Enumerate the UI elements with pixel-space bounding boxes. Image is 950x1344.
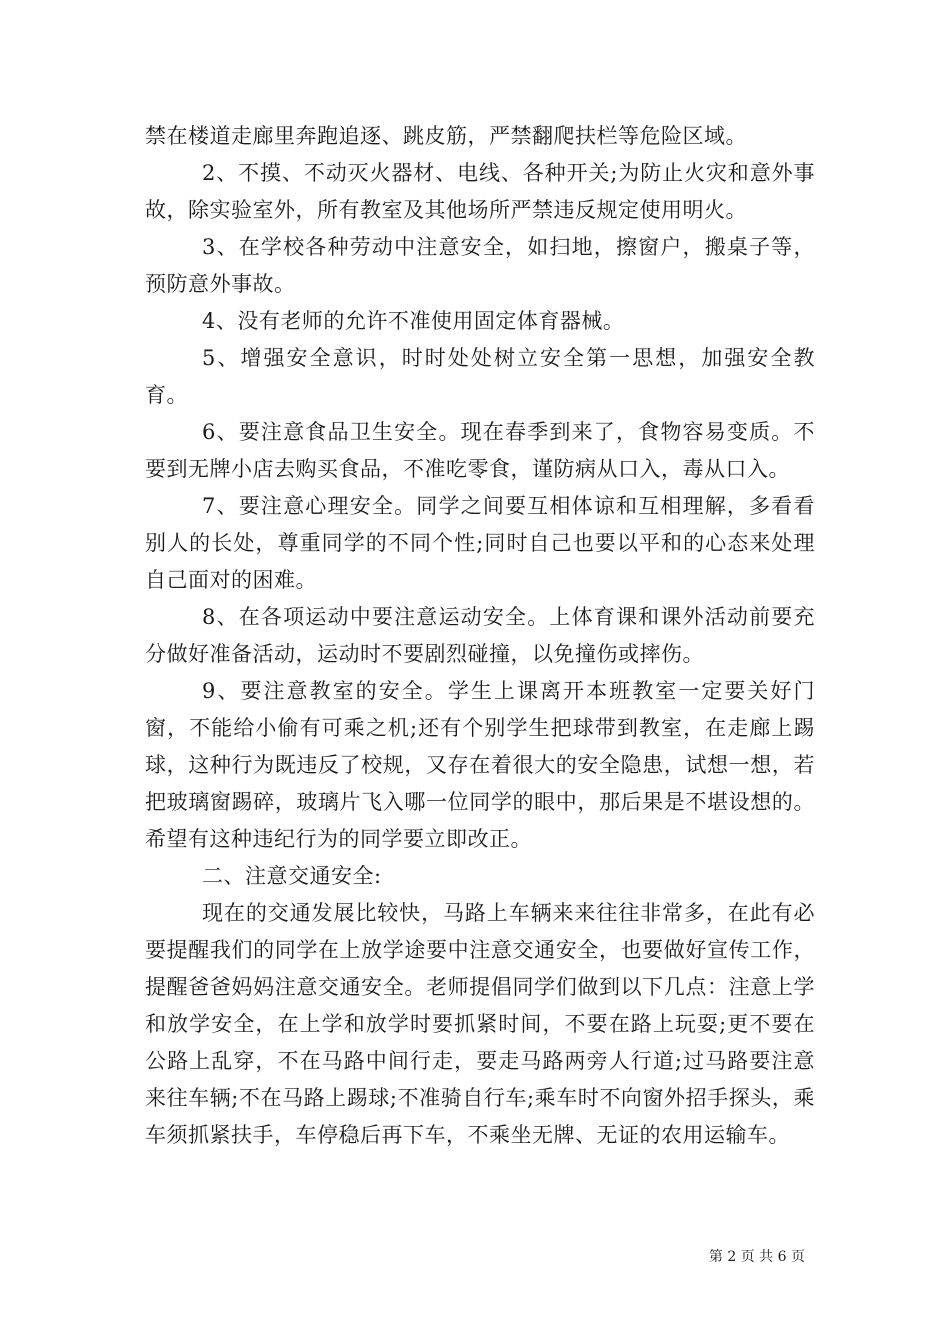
section-heading-traffic: 二、注意交通安全: bbox=[202, 864, 382, 888]
paragraph-1: 禁在楼道走廊里奔跑追逐、跳皮筋，严禁翻爬扶栏等危险区域。 bbox=[145, 124, 747, 148]
paragraph-11: 现在的交通发展比较快，马路上车辆来来往往非常多，在此有必要提醒我们的同学在上放学途要中注意交通安全，也要做好宣传工作，提醒爸爸妈妈注意交通安全。老师提倡同学们做到以下几点：注意上学和放学安全，在上学和放学时要抓紧时间，不要在路上玩耍;更不要在公路上乱穿，不在马路中间行走，要走马路两旁人行道;过马路要注意来往车辆;不在马路上踢球;不准骑自行车;乘车时不向窗外招手探头，乘车须抓紧扶手，车停稳后再下车，不乘坐无牌、无证的农用运输车。 bbox=[145, 901, 815, 1147]
page-number: 第 2 页 共 6 页 bbox=[708, 1249, 805, 1265]
document-body bbox=[145, 118, 815, 1154]
paragraph-2: 2、不摸、不动灭火器材、电线、各种开关;为防止火灾和意外事故，除实验室外，所有教室及其他场所严禁违反规定使用明火。 bbox=[145, 161, 815, 222]
paragraph-8: 8、在各项运动中要注意运动安全。上体育课和课外活动前要充分做好准备活动，运动时不要剧烈碰撞，以免撞伤或摔伤。 bbox=[145, 605, 815, 666]
paragraph-9: 9、要注意教室的安全。学生上课离开本班教室一定要关好门窗，不能给小偷有可乘之机;还有个别学生把球带到教室，在走廊上踢球，这种行为既违反了校规，又存在着很大的安全隐患，试想一想，若把玻璃窗踢碎，玻璃片飞入哪一位同学的眼中，那后果是不堪设想的。希望有这种违纪行为的同学要立即改正。 bbox=[145, 679, 815, 851]
paragraph-6: 6、要注意食品卫生安全。现在春季到来了，食物容易变质。不要到无牌小店去购买食品，不准吃零食，谨防病从口入，毒从口入。 bbox=[145, 420, 815, 481]
paragraph-4: 4、没有老师的允许不准使用固定体育器械。 bbox=[202, 309, 625, 333]
paragraph-3: 3、在学校各种劳动中注意安全，如扫地，擦窗户，搬桌子等，预防意外事故。 bbox=[145, 235, 815, 296]
paragraph-5: 5、增强安全意识，时时处处树立安全第一思想，加强安全教育。 bbox=[145, 346, 815, 407]
paragraph-7: 7、要注意心理安全。同学之间要互相体谅和互相理解，多看看别人的长处，尊重同学的不同个性;同时自己也要以平和的心态来处理自己面对的困难。 bbox=[145, 494, 815, 592]
